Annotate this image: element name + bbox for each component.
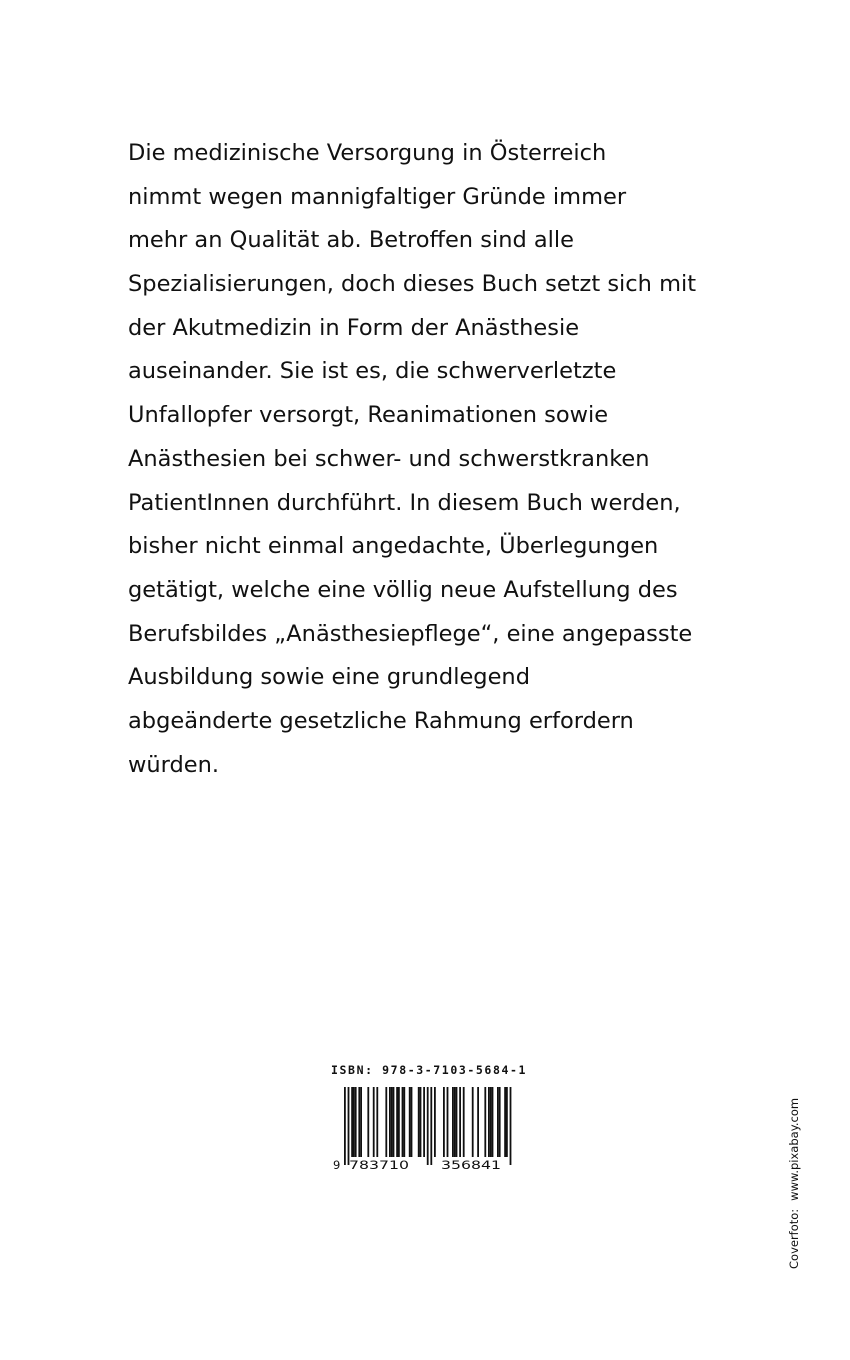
barcode-bar xyxy=(454,1087,456,1157)
barcode-bars xyxy=(344,1087,513,1165)
barcode-guard-bar xyxy=(430,1087,432,1165)
barcode-bar xyxy=(389,1087,391,1157)
blurb-line: Spezialisierungen, doch dieses Buch setzt sich mit xyxy=(128,271,697,298)
blurb-line: Die medizinische Versorgung in Österreich xyxy=(128,140,607,166)
barcode-bar xyxy=(452,1087,454,1157)
barcode-bar xyxy=(443,1087,445,1157)
barcode-bar xyxy=(434,1087,436,1157)
isbn-label: ISBN: 978-3-7103-5684-1 xyxy=(331,1063,528,1077)
barcode-guard-bar xyxy=(427,1087,429,1165)
barcode-graphic xyxy=(333,1087,513,1171)
barcode-bar xyxy=(492,1087,494,1157)
barcode-bar xyxy=(358,1087,360,1157)
blurb-line: Unfallopfer versorgt, Reanimationen sowie xyxy=(128,402,609,429)
barcode-bar xyxy=(367,1087,369,1157)
barcode-bar xyxy=(409,1087,411,1157)
credit-label: Coverfoto: xyxy=(787,1208,801,1269)
credit-text xyxy=(787,1098,801,1269)
barcode-bar xyxy=(463,1087,465,1157)
blurb-line: Berufsbildes „Anästhesiepflege“, eine angepasste xyxy=(128,620,693,647)
barcode-bar xyxy=(418,1087,420,1157)
barcode-bar xyxy=(385,1087,387,1157)
barcode-lead-digit: 9 xyxy=(333,1158,341,1171)
barcode-bar xyxy=(402,1087,404,1157)
barcode-bar xyxy=(490,1087,492,1157)
barcode-bar xyxy=(506,1087,508,1157)
barcode-bar xyxy=(497,1087,499,1157)
barcode-bar xyxy=(423,1087,425,1157)
blurb-line: PatientInnen durchführt. In diesem Buch werden, xyxy=(128,489,681,516)
blurb-line: Ausbildung sowie eine grundlegend xyxy=(128,664,530,691)
blurb-line: der Akutmedizin in Form der Anästhesie xyxy=(128,314,580,341)
barcode-bar xyxy=(403,1087,405,1157)
barcode-bar xyxy=(351,1087,353,1157)
barcode-guard-bar xyxy=(348,1087,350,1165)
barcode-bar xyxy=(411,1087,413,1157)
barcode-bar xyxy=(396,1087,398,1157)
barcode-bar xyxy=(456,1087,458,1157)
blurb-text xyxy=(128,132,748,787)
barcode-bar xyxy=(360,1087,362,1157)
barcode-bar xyxy=(376,1087,378,1157)
barcode-bar xyxy=(504,1087,506,1157)
blurb-line: getätigt, welche eine völlig neue Aufstellung des xyxy=(128,576,678,603)
barcode-guard-bar xyxy=(510,1087,512,1165)
barcode-left-digits: 783710 xyxy=(349,1158,409,1171)
barcode-bar xyxy=(459,1087,461,1157)
barcode-bar xyxy=(488,1087,490,1157)
blurb-line: bisher nicht einmal angedachte, Überlegungen xyxy=(128,533,659,560)
barcode-bar xyxy=(472,1087,474,1157)
credit-source: www.pixabay.com xyxy=(787,1097,801,1201)
blurb-line: abgeänderte gesetzliche Rahmung erfordern xyxy=(128,707,634,734)
blurb-line: mehr an Qualität ab. Betroffen sind alle xyxy=(128,227,575,254)
blurb-line: würden. xyxy=(128,751,220,778)
barcode-bar xyxy=(391,1087,393,1157)
barcode-right-digits: 356841 xyxy=(441,1158,501,1171)
isbn-barcode xyxy=(333,1087,513,1171)
barcode-bar xyxy=(355,1087,357,1157)
barcode-bar xyxy=(484,1087,486,1157)
barcode-bar xyxy=(477,1087,479,1157)
blurb-line: Anästhesien bei schwer- und schwerstkranken xyxy=(128,445,650,472)
barcode-bar xyxy=(447,1087,449,1157)
barcode-bar xyxy=(393,1087,395,1157)
barcode-bar xyxy=(398,1087,400,1157)
barcode-bar xyxy=(420,1087,422,1157)
barcode-bar xyxy=(499,1087,501,1157)
blurb-line: nimmt wegen mannigfaltiger Gründe immer xyxy=(128,183,627,210)
barcode-bar xyxy=(373,1087,375,1157)
blurb-line: auseinander. Sie ist es, die schwerverletzte xyxy=(128,358,617,385)
barcode-bar xyxy=(353,1087,355,1157)
barcode-guard-bar xyxy=(344,1087,346,1165)
